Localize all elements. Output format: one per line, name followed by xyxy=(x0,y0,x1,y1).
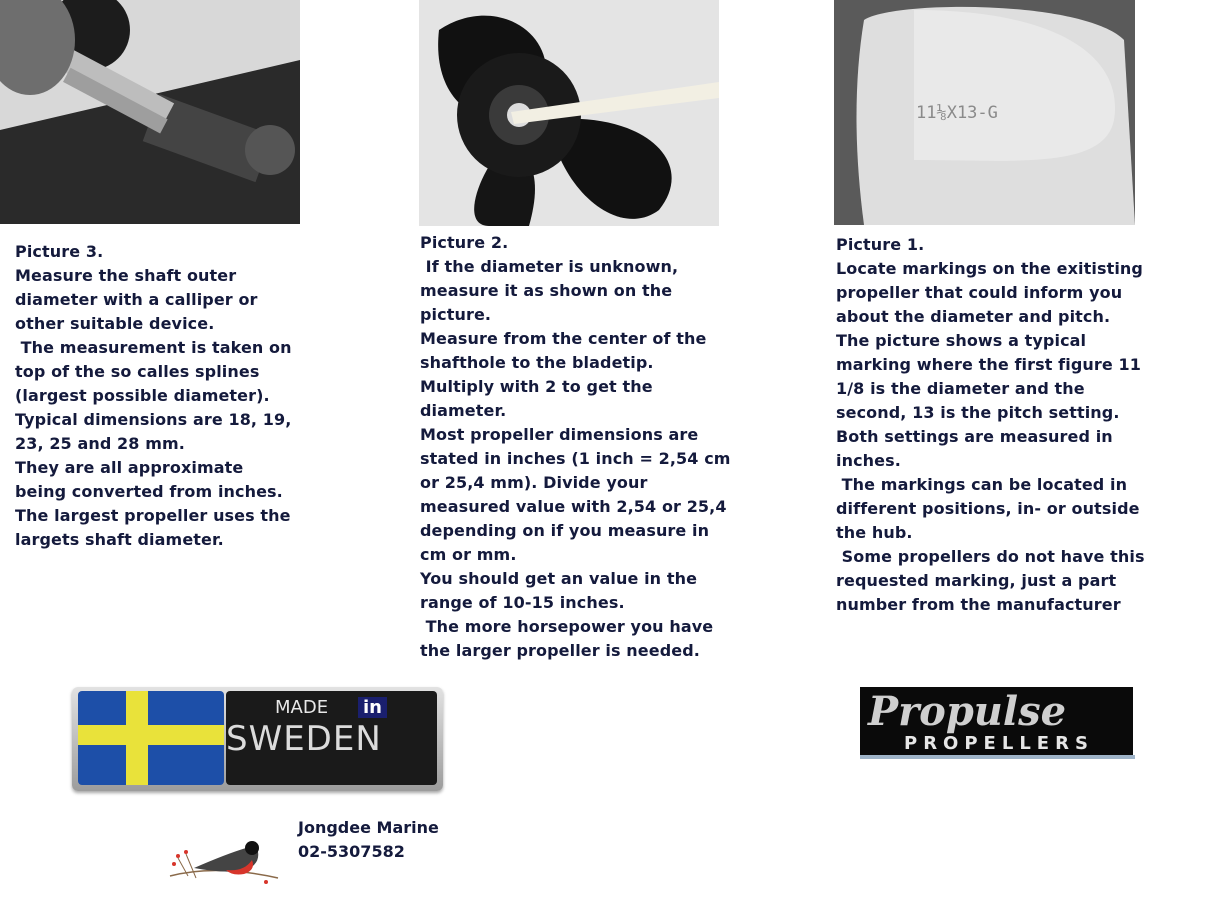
caliper-photo xyxy=(0,0,300,224)
text-line: or 25,4 mm). Divide your xyxy=(420,473,648,492)
text-line: If the diameter is unknown, xyxy=(420,257,679,276)
text-line: different positions, in- or outside xyxy=(836,499,1140,518)
text-line: shafthole to the bladetip. xyxy=(420,353,654,372)
text-line: the hub. xyxy=(836,523,913,542)
text-line: You should get an value in the xyxy=(420,569,698,588)
text-line: stated in inches (1 inch = 2,54 cm xyxy=(420,449,731,468)
text-line: (largest possible diameter). xyxy=(15,386,270,405)
text-line: The measurement is taken on xyxy=(15,338,292,357)
text-line: marking where the first figure 11 xyxy=(836,355,1141,374)
text-line: Multiply with 2 to get the xyxy=(420,377,653,396)
text-line: cm or mm. xyxy=(420,545,517,564)
text-line: The markings can be located in xyxy=(836,475,1128,494)
picture3-description xyxy=(15,240,315,552)
text-line: Locate markings on the exitisting xyxy=(836,259,1143,278)
propeller-measure-image xyxy=(419,0,719,226)
text-line: Some propellers do not have this xyxy=(836,547,1145,566)
propulse-propellers-logo xyxy=(860,685,1135,759)
badge-made-text: MADE xyxy=(275,697,329,718)
text-line: 23, 25 and 28 mm. xyxy=(15,434,185,453)
text-line: depending on if you measure in xyxy=(420,521,710,540)
bullfinch-bird-icon xyxy=(166,834,282,892)
text-line: top of the so calles splines xyxy=(15,362,260,381)
text-line: inches. xyxy=(836,451,901,470)
text-line: number from the manufacturer xyxy=(836,595,1121,614)
text-line: about the diameter and pitch. xyxy=(836,307,1111,326)
propeller-ruler-photo xyxy=(419,0,719,226)
logo-sub-text: PROPELLERS xyxy=(904,733,1094,754)
text-line: Most propeller dimensions are xyxy=(420,425,699,444)
text-line: other suitable device. xyxy=(15,314,215,333)
picture1-title: Picture 1. xyxy=(836,235,925,254)
text-line: The picture shows a typical xyxy=(836,331,1087,350)
text-line: largets shaft diameter. xyxy=(15,530,224,549)
hub-marking-text: 11⅛X13-G xyxy=(916,103,998,123)
text-line: picture. xyxy=(420,305,492,324)
picture1-description xyxy=(836,233,1166,617)
text-line: measure it as shown on the xyxy=(420,281,673,300)
made-in-sweden-badge xyxy=(72,687,443,791)
text-line: second, 13 is the pitch setting. xyxy=(836,403,1120,422)
text-line: requested marking, just a part xyxy=(836,571,1117,590)
text-line: The largest propeller uses the xyxy=(15,506,291,525)
text-line: Both settings are measured in xyxy=(836,427,1113,446)
badge-country-text: SWEDEN xyxy=(226,719,382,759)
text-line: being converted from inches. xyxy=(15,482,283,501)
logo-brand-text: Propulse xyxy=(868,688,1067,735)
text-line: Measure from the center of the xyxy=(420,329,707,348)
picture2-description xyxy=(420,231,750,663)
text-line: diameter. xyxy=(420,401,507,420)
picture2-title: Picture 2. xyxy=(420,233,509,252)
text-line: The more horsepower you have xyxy=(420,617,714,636)
phone-number: 02-5307582 xyxy=(298,842,405,861)
text-line: propeller that could inform you xyxy=(836,283,1123,302)
company-name: Jongdee Marine xyxy=(298,818,439,837)
text-line: 1/8 is the diameter and the xyxy=(836,379,1085,398)
propulse-logo-graphic xyxy=(860,685,1135,759)
text-line: Typical dimensions are 18, 19, xyxy=(15,410,292,429)
text-line: measured value with 2,54 or 25,4 xyxy=(420,497,727,516)
text-line: the larger propeller is needed. xyxy=(420,641,700,660)
propeller-hub-image xyxy=(834,0,1135,225)
hub-marking-photo xyxy=(834,0,1135,225)
text-line: range of 10-15 inches. xyxy=(420,593,625,612)
text-line: diameter with a calliper or xyxy=(15,290,258,309)
picture3-title: Picture 3. xyxy=(15,242,104,261)
contact-info xyxy=(298,816,439,864)
text-line: Measure the shaft outer xyxy=(15,266,237,285)
badge-in-text: in xyxy=(358,697,387,718)
caliper-on-shaft-image xyxy=(0,0,300,224)
text-line: They are all approximate xyxy=(15,458,244,477)
